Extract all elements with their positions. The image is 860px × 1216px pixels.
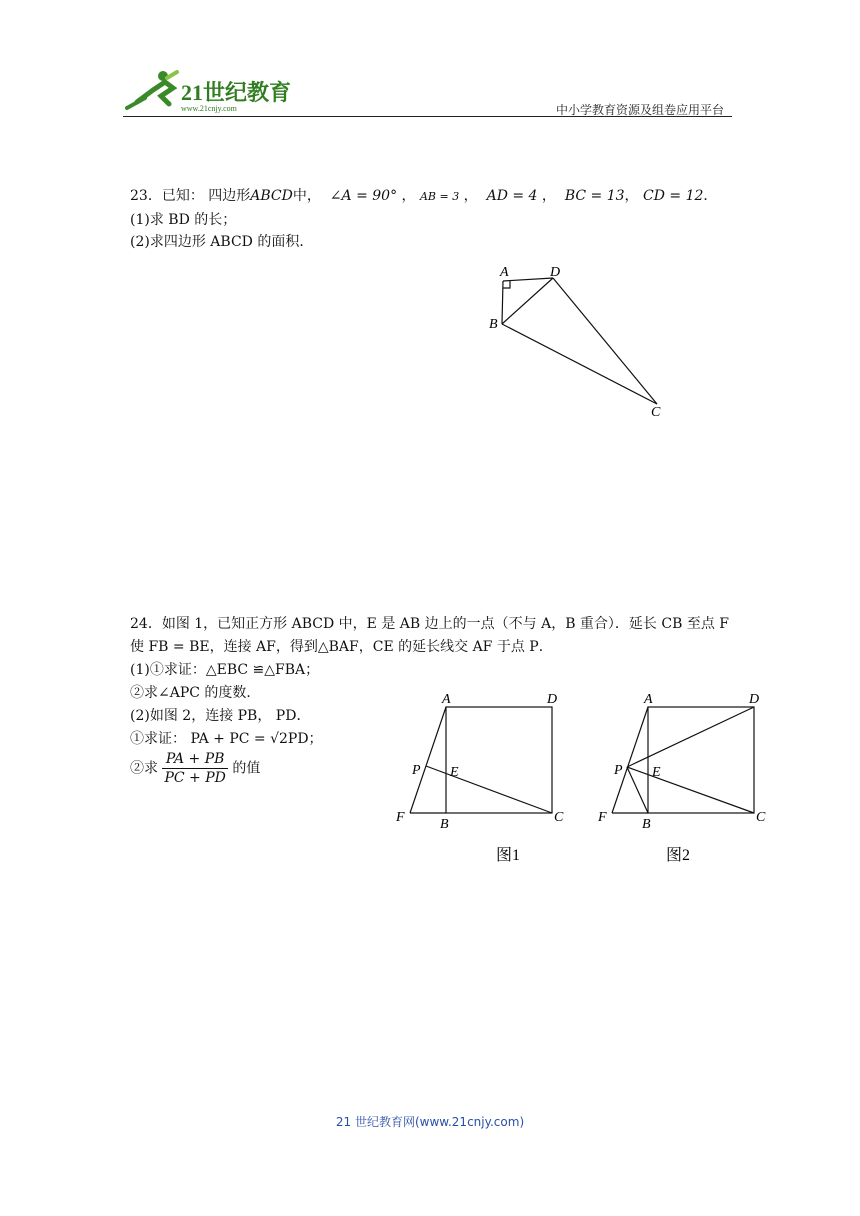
- label-p: P: [412, 763, 421, 778]
- site-logo: [123, 68, 293, 114]
- ratio-fraction: [162, 750, 227, 787]
- label-c: C: [756, 810, 766, 825]
- label-d: D: [550, 265, 561, 280]
- label-b: B: [440, 817, 449, 832]
- label-d: D: [749, 692, 760, 707]
- q24-part1-1: (1)①求证：△EBC ≌△FBA；: [130, 662, 320, 678]
- q24-line2: 使 FB = BE，连接 AF，得到△BAF，CE 的延长线交 AF 于点 P．: [130, 639, 553, 655]
- q23-prefix: 23．已知： 四边形: [130, 188, 251, 204]
- q24-figure-1: [390, 690, 580, 870]
- q23-part1: (1)求 BD 的长；: [130, 212, 237, 228]
- logo-text: 21世纪教育: [181, 80, 292, 105]
- segment-pc: [426, 766, 552, 813]
- q23-bc: BC = 13: [564, 188, 625, 204]
- square-abcd: [446, 707, 552, 813]
- right-angle-mark: [503, 281, 510, 288]
- label-e: E: [450, 765, 459, 780]
- runner-logo-icon: [123, 68, 293, 114]
- fraction-numerator: PA + PB: [162, 750, 227, 769]
- label-f: F: [598, 810, 607, 825]
- q23-figure: [480, 260, 680, 425]
- label-p: P: [614, 763, 623, 778]
- q23-angle: ∠A = 90°: [329, 188, 398, 204]
- square-abcd: [648, 707, 754, 813]
- logo-url-text: www.21cnjy.com: [181, 104, 237, 113]
- label-a: A: [500, 265, 509, 280]
- segment-pc: [627, 767, 754, 813]
- q23-abcd: ABCD: [250, 188, 293, 204]
- label-f: F: [396, 810, 405, 825]
- q23-ab: AB = 3: [419, 190, 460, 203]
- q24-part2-2-suffix: 的值: [232, 760, 261, 777]
- q24-line1: 24．如图 1，已知正方形 ABCD 中，E 是 AB 边上的一点（不与 A，B 重合）．延长 CB 至点 F: [130, 616, 729, 632]
- q23-ad: AD = 4: [486, 188, 538, 204]
- label-c: C: [554, 810, 564, 825]
- q24-part2-1: ①求证： PA + PC = √2PD；: [130, 731, 323, 747]
- segment-ad: [503, 278, 553, 281]
- q23-cd: CD = 12: [643, 188, 704, 204]
- figure-2-caption: 图2: [666, 847, 691, 864]
- segment-ab: [502, 281, 503, 324]
- label-a: A: [644, 692, 653, 707]
- segment-af: [410, 707, 446, 813]
- q24-part2-2-prefix: ②求: [130, 760, 158, 777]
- label-b: B: [642, 817, 651, 832]
- figure-1-caption: 图1: [496, 847, 521, 864]
- label-b: B: [489, 317, 498, 332]
- segment-pd: [627, 707, 754, 767]
- site-tagline: 中小学教育资源及组卷应用平台: [555, 103, 724, 117]
- q23-mid: 中，: [292, 188, 321, 204]
- segment-bc: [502, 324, 657, 404]
- footer-link[interactable]: 21 世纪教育网(www.21cnjy.com): [335, 1115, 525, 1129]
- q24-part1-2: ②求∠APC 的度数．: [130, 685, 261, 701]
- label-d: D: [547, 692, 558, 707]
- label-e: E: [652, 765, 661, 780]
- q24-part2: (2)如图 2，连接 PB， PD．: [130, 708, 311, 724]
- q24-figure-2: [590, 690, 780, 870]
- fraction-denominator: PC + PD: [164, 770, 226, 786]
- label-c: C: [651, 405, 661, 420]
- segment-dc: [553, 278, 657, 404]
- header-divider: [123, 116, 732, 117]
- q23-statement: 23．已知： 四边形ABCD中， ∠A = 90° ， AB = 3 ， AD = 4 ， BC = 13， CD = 12．: [130, 188, 718, 204]
- q24-part2-2: [130, 750, 260, 787]
- label-a: A: [442, 692, 451, 707]
- q23-part2: (2)求四边形 ABCD 的面积．: [130, 234, 314, 250]
